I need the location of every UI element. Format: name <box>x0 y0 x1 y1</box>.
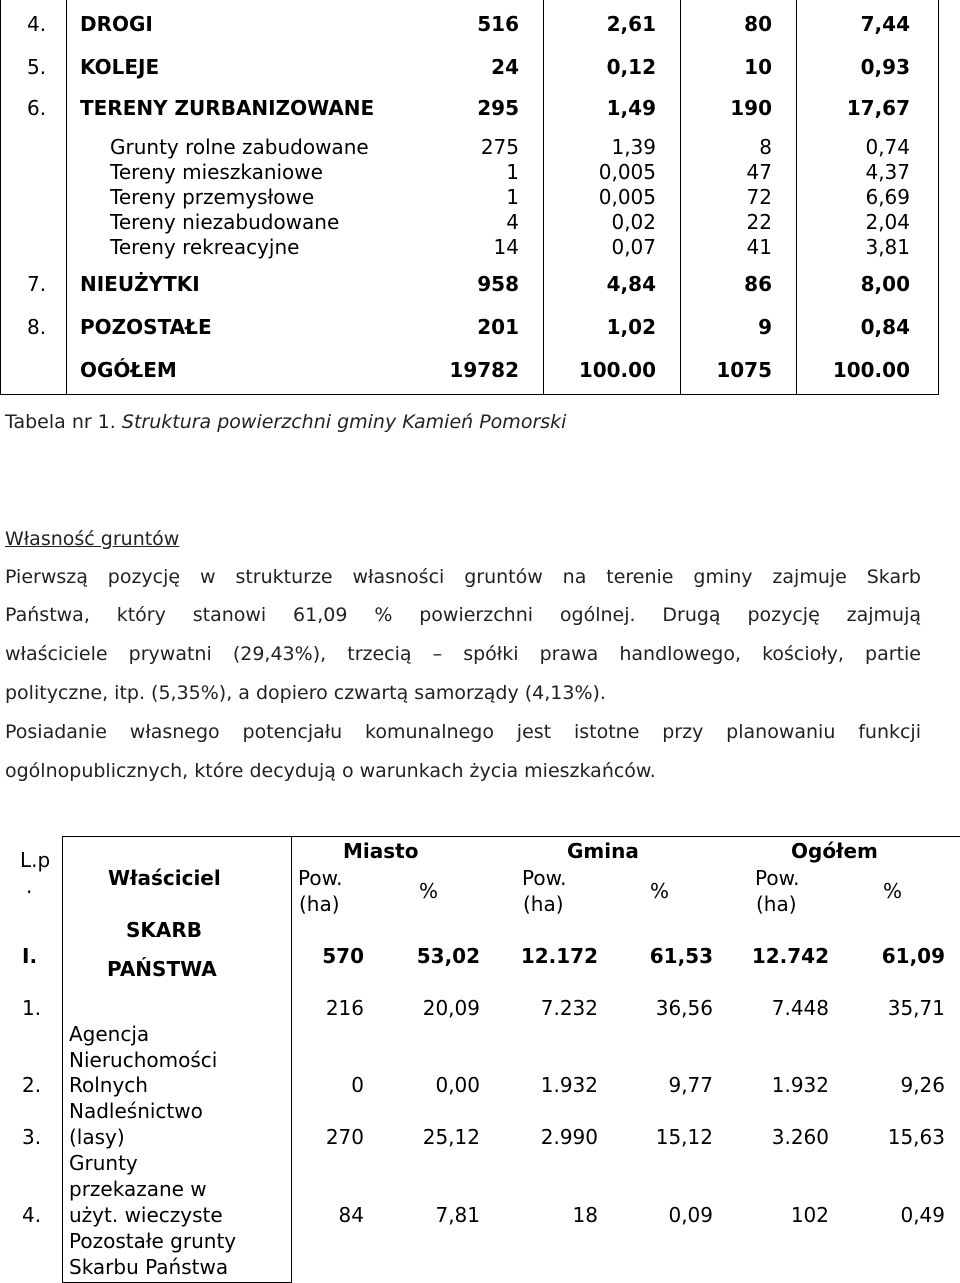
sub-row-value: 270 <box>325 1125 364 1149</box>
row-number: 6. <box>27 96 47 120</box>
row-value: 958 <box>477 272 519 296</box>
paragraph-line: właściciele prywatni (29,43%), trzecią – spółki prawa handlowego, kościoły, partie <box>5 643 921 665</box>
row-number: 5. <box>27 55 47 79</box>
row-value: 4 <box>506 210 519 234</box>
sub-row-value: 0,00 <box>435 1073 480 1097</box>
row-value: 6,69 <box>865 185 910 209</box>
gmina-pow-header: Pow. <box>522 866 567 890</box>
row-name: Grunty rolne zabudowane <box>110 135 369 159</box>
sub-row-value: 3.260 <box>771 1125 829 1149</box>
paragraph-line: ogólnopublicznych, które decydują o warunkach życia mieszkańców. <box>5 760 656 782</box>
paragraph-line: Pierwszą pozycję w strukturze własności gruntów na terenie gminy zajmuje Skarb <box>5 566 921 588</box>
row-value: 0,74 <box>865 135 910 159</box>
row-value: 516 <box>477 12 519 36</box>
main-row-value: 12.172 <box>520 944 598 968</box>
row-value: 41 <box>746 235 772 259</box>
sub-row-no: 4. <box>22 1203 42 1227</box>
main-row-value: 61,09 <box>881 944 945 968</box>
owner-header: Właściciel <box>108 866 221 890</box>
row-value: 201 <box>477 315 519 339</box>
sub-row-value: 1.932 <box>771 1073 829 1097</box>
row-number: 8. <box>27 315 47 339</box>
row-value: 2,61 <box>606 12 656 36</box>
miasto-ha-header: (ha) <box>299 892 340 916</box>
row-name: Tereny przemysłowe <box>110 185 315 209</box>
main-row-value: 53,02 <box>416 944 480 968</box>
sub-row-value: 0 <box>351 1073 364 1097</box>
row-value: 0,93 <box>860 55 910 79</box>
sub-row-no: 3. <box>22 1125 42 1149</box>
paragraph-line: Posiadanie własnego potencjału komunalnego jest istotne przy planowaniu funkcji <box>5 721 921 743</box>
row-value: 1,49 <box>606 96 656 120</box>
owner-name-line: Skarbu Państwa <box>69 1255 229 1279</box>
gmina-ha-header: (ha) <box>523 892 564 916</box>
owner-name-line: przekazane w <box>69 1177 207 1201</box>
row-value: 2,04 <box>865 210 910 234</box>
row-name: NIEUŻYTKI <box>80 272 200 296</box>
sub-row-value: 7,81 <box>435 1203 480 1227</box>
gmina-pct-header: % <box>650 879 670 903</box>
row-name: DROGI <box>80 12 153 36</box>
row-value: 80 <box>744 12 772 36</box>
sub-row-value: 2.990 <box>540 1125 598 1149</box>
row-value: 1 <box>506 160 519 184</box>
main-row-value: 12.742 <box>751 944 829 968</box>
row-value: 190 <box>730 96 772 120</box>
ogolem-ha-header: (ha) <box>756 892 797 916</box>
row-number: 4. <box>27 12 47 36</box>
lp-header: L.p <box>20 848 51 872</box>
row-value: 3,81 <box>865 235 910 259</box>
row-value: 8 <box>759 135 772 159</box>
ogolem-header: Ogółem <box>791 839 878 863</box>
row-value: 0,84 <box>860 315 910 339</box>
row-name: Tereny niezabudowane <box>110 210 340 234</box>
row-value: 86 <box>744 272 772 296</box>
table-caption <box>5 411 566 433</box>
gmina-header: Gmina <box>567 839 639 863</box>
sub-row-value: 216 <box>325 996 364 1020</box>
sub-row-value: 7.448 <box>771 996 829 1020</box>
miasto-header: Miasto <box>343 839 419 863</box>
owner-name-line: (lasy) <box>69 1125 125 1149</box>
sub-row-value: 0,09 <box>668 1203 713 1227</box>
owner-name-line: Nadleśnictwo <box>69 1099 203 1123</box>
row-value: 4,84 <box>606 272 656 296</box>
miasto-pow-header: Pow. <box>298 866 343 890</box>
row-value: 17,67 <box>846 96 910 120</box>
ogolem-pct-header: % <box>883 879 903 903</box>
sub-row-value: 9,77 <box>668 1073 713 1097</box>
main-row-owner-2: PAŃSTWA <box>107 957 217 981</box>
sub-row-value: 25,12 <box>422 1125 480 1149</box>
row-value: 0,005 <box>598 160 656 184</box>
row-value: 0,07 <box>611 235 656 259</box>
sub-row-value: 18 <box>572 1203 598 1227</box>
section-heading: Własność gruntów <box>5 528 180 550</box>
row-value: 100.00 <box>832 358 910 382</box>
row-name: POZOSTAŁE <box>80 315 212 339</box>
row-value: 1,39 <box>611 135 656 159</box>
paragraph-line: Państwa, który stanowi 61,09 % powierzchni ogólnej. Drugą pozycję zajmują <box>5 604 921 626</box>
sub-row-value: 7.232 <box>540 996 598 1020</box>
sub-row-value: 20,09 <box>422 996 480 1020</box>
row-value: 10 <box>744 55 772 79</box>
owner-name-line: Nieruchomości <box>69 1048 218 1072</box>
row-value: 24 <box>491 55 519 79</box>
row-value: 7,44 <box>860 12 910 36</box>
row-name: Tereny mieszkaniowe <box>110 160 323 184</box>
main-row-value: 61,53 <box>649 944 713 968</box>
row-name: TERENY ZURBANIZOWANE <box>80 96 375 120</box>
sub-row-value: 1.932 <box>540 1073 598 1097</box>
sub-row-value: 102 <box>790 1203 829 1227</box>
row-value: 4,37 <box>865 160 910 184</box>
main-row-value: 570 <box>322 944 364 968</box>
row-value: 1 <box>506 185 519 209</box>
owner-name-line: Pozostałe grunty <box>69 1229 237 1253</box>
caption-title: Struktura powierzchni gminy Kamień Pomorski <box>121 411 567 433</box>
sub-row-value: 84 <box>338 1203 364 1227</box>
row-value: 8,00 <box>860 272 910 296</box>
row-value: 0,12 <box>606 55 656 79</box>
row-value: 14 <box>493 235 519 259</box>
miasto-pct-header: % <box>419 879 439 903</box>
main-row-owner-1: SKARB <box>126 918 203 942</box>
owner-name-line: Agencja <box>69 1022 150 1046</box>
owner-name-line: użyt. wieczyste <box>69 1203 223 1227</box>
row-value: 275 <box>480 135 519 159</box>
sub-row-value: 35,71 <box>887 996 945 1020</box>
lp-header-dot: . <box>26 874 33 898</box>
row-value: 22 <box>746 210 772 234</box>
sub-row-no: 2. <box>22 1073 42 1097</box>
main-row-no: I. <box>22 944 38 968</box>
ogolem-pow-header: Pow. <box>755 866 800 890</box>
row-value: 72 <box>746 185 772 209</box>
owner-name-line: Rolnych <box>69 1073 148 1097</box>
sub-row-no: 1. <box>22 996 42 1020</box>
sub-row-value: 15,12 <box>655 1125 713 1149</box>
row-value: 295 <box>477 96 519 120</box>
row-name: Tereny rekreacyjne <box>110 235 300 259</box>
row-name: KOLEJE <box>80 55 160 79</box>
sub-row-value: 15,63 <box>887 1125 945 1149</box>
row-value: 100.00 <box>578 358 656 382</box>
sub-row-value: 0,49 <box>900 1203 945 1227</box>
row-value: 0,02 <box>611 210 656 234</box>
caption-prefix: Tabela nr 1. <box>5 411 122 433</box>
row-number: 7. <box>27 272 47 296</box>
sub-row-value: 36,56 <box>655 996 713 1020</box>
row-value: 47 <box>746 160 772 184</box>
row-value: 0,005 <box>598 185 656 209</box>
paragraph-line: polityczne, itp. (5,35%), a dopiero czwartą samorządy (4,13%). <box>5 682 606 704</box>
row-value: 1,02 <box>606 315 656 339</box>
row-value: 1075 <box>716 358 772 382</box>
row-value: 9 <box>758 315 772 339</box>
owner-name-line: Grunty <box>69 1151 138 1175</box>
row-value: 19782 <box>449 358 519 382</box>
row-name: OGÓŁEM <box>80 358 177 382</box>
sub-row-value: 9,26 <box>900 1073 945 1097</box>
